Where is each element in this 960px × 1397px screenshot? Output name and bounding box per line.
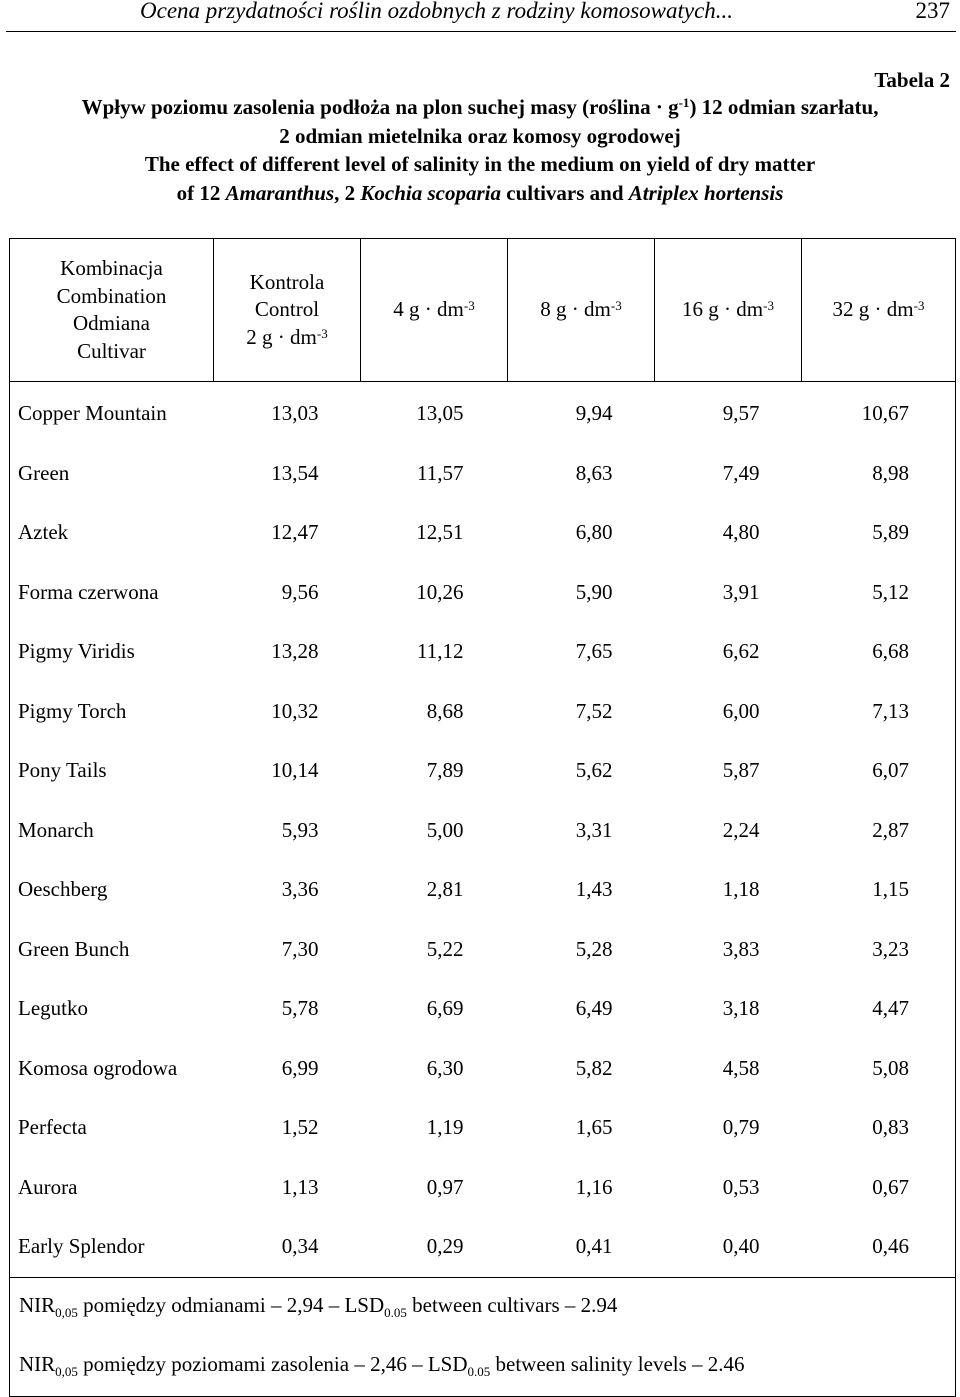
value-cell: 7,30 [281, 936, 319, 961]
value-cell: 0,34 [214, 1217, 361, 1277]
value-cell: 13,05 [416, 401, 464, 426]
value-cell: 0,41 [508, 1217, 655, 1277]
table-row [10, 682, 956, 742]
value-cell: 1,15 [802, 860, 956, 920]
value-cell: 13,28 [271, 639, 319, 664]
cultivar-cell: Green [10, 444, 214, 504]
value-cell: 7,52 [575, 698, 613, 723]
value-cell: 6,00 [722, 698, 760, 723]
running-head-title: Ocena przydatności roślin ozdobnych z rodziny komosowatych... [140, 0, 734, 23]
data-table [9, 238, 956, 1397]
page-number: 237 [915, 0, 950, 23]
value-cell: 3,31 [575, 817, 613, 842]
table-caption [0, 93, 960, 207]
value-cell: 6,07 [802, 741, 956, 801]
value-cell: 8,63 [575, 460, 613, 485]
table-row [10, 1039, 956, 1099]
table-row [10, 1158, 956, 1218]
value-cell: 10,67 [802, 382, 956, 444]
cultivar-cell: Aztek [10, 503, 214, 563]
cultivar-cell: Komosa ogrodowa [10, 1039, 214, 1099]
value-cell: 10,32 [271, 698, 319, 723]
table-row [10, 382, 956, 444]
value-cell: 7,89 [426, 758, 464, 783]
value-cell: 1,13 [281, 1174, 319, 1199]
value-cell: 5,90 [575, 579, 613, 604]
table-row [10, 1098, 956, 1158]
value-cell: 6,69 [426, 996, 464, 1021]
cultivar-cell: Forma czerwona [10, 563, 214, 623]
value-cell: 0,79 [722, 1115, 760, 1140]
value-cell: 10,14 [271, 758, 319, 783]
value-cell: 0,53 [722, 1174, 760, 1199]
header-rule [6, 31, 956, 32]
value-cell: 2,24 [722, 817, 760, 842]
cultivar-cell: Perfecta [10, 1098, 214, 1158]
value-cell: 6,30 [426, 1055, 464, 1080]
value-cell: 6,80 [575, 520, 613, 545]
value-cell: 5,12 [802, 563, 956, 623]
table-row [10, 503, 956, 563]
table-label: Tabela 2 [874, 68, 950, 92]
value-cell: 6,62 [722, 639, 760, 664]
table-row [10, 801, 956, 861]
value-cell: 5,82 [575, 1055, 613, 1080]
caption-en-line-2: of 12 Amaranthus, 2 Kochia scoparia cultivars and Atriplex hortensis [176, 180, 784, 205]
cultivar-cell: Early Splendor [10, 1217, 214, 1277]
cultivar-cell: Copper Mountain [10, 382, 214, 444]
value-cell: 11,12 [417, 639, 464, 664]
value-cell: 0,97 [426, 1174, 464, 1199]
value-cell: 9,56 [281, 579, 319, 604]
header-cultivar: Kombinacja Combination Odmiana Cultivar [10, 239, 214, 382]
table-row [10, 979, 956, 1039]
value-cell: 8,98 [802, 444, 956, 504]
table-row [10, 444, 956, 504]
value-cell: 9,94 [575, 401, 613, 426]
cultivar-cell: Pigmy Torch [10, 682, 214, 742]
value-cell: 1,52 [281, 1115, 319, 1140]
value-cell: 9,57 [722, 401, 760, 426]
header-row [10, 239, 956, 382]
value-cell: 12,51 [416, 520, 464, 545]
value-cell: 4,58 [722, 1055, 760, 1080]
value-cell: 0,67 [802, 1158, 956, 1218]
cultivar-cell: Monarch [10, 801, 214, 861]
value-cell: 0,29 [361, 1217, 508, 1277]
header-8g: 8 $g \cdot dm^{-3}$ [508, 239, 655, 382]
value-cell: 13,54 [271, 460, 319, 485]
value-cell: 6,68 [802, 622, 956, 682]
caption-pl-line-1: Wpływ poziomu zasolenia podłoża na plon suchej masy (roślina · $g^{-1}$) 12 odmian szarłatu, [81, 95, 879, 119]
table-row [10, 741, 956, 801]
cultivar-cell: Pony Tails [10, 741, 214, 801]
value-cell: 3,36 [281, 877, 319, 902]
value-cell: 2,81 [426, 877, 464, 902]
value-cell: 5,78 [281, 996, 319, 1021]
value-cell: 3,23 [802, 920, 956, 980]
header-4g: 4 $g \cdot dm^{-3}$ [361, 239, 508, 382]
value-cell: 1,18 [722, 877, 760, 902]
header-control: Kontrola Control 2 $g \cdot dm^{-3}$ [214, 239, 361, 382]
value-cell: 5,62 [575, 758, 613, 783]
value-cell: 0,46 [802, 1217, 956, 1277]
table-row [10, 563, 956, 623]
cultivar-cell: Pigmy Viridis [10, 622, 214, 682]
value-cell: 5,08 [802, 1039, 956, 1099]
value-cell: 5,89 [802, 503, 956, 563]
caption-en-line-1: The effect of different level of salinity in the medium on yield of dry matter [144, 152, 816, 176]
table-row [10, 1217, 956, 1277]
value-cell: 12,47 [271, 520, 319, 545]
lsd-row-salinity: $NIR_{0,05}$ pomiędzy poziomami zasolenia – $2,46 - LSD_{0.05}$ between salinity levels – 2.46 [10, 1337, 956, 1397]
value-cell: 10,26 [416, 579, 464, 604]
header-32g: 32 $g \cdot dm^{-3}$ [802, 239, 956, 382]
running-head [0, 0, 960, 32]
lsd-row-cultivars: $NIR_{0,05}$ pomiędzy odmianami – $2,94 - LSD_{0.05}$ between cultivars – 2.94 [10, 1277, 956, 1337]
cultivar-cell: Green Bunch [10, 920, 214, 980]
value-cell: 3,83 [722, 936, 760, 961]
value-cell: 3,91 [722, 579, 760, 604]
value-cell: 0,83 [802, 1098, 956, 1158]
table-row [10, 622, 956, 682]
table-row [10, 860, 956, 920]
cultivar-cell: Legutko [10, 979, 214, 1039]
value-cell: 5,28 [575, 936, 613, 961]
cultivar-cell: Oeschberg [10, 860, 214, 920]
value-cell: 1,43 [575, 877, 613, 902]
value-cell: 7,13 [802, 682, 956, 742]
value-cell: 4,47 [802, 979, 956, 1039]
value-cell: 1,65 [575, 1115, 613, 1140]
value-cell: 7,49 [722, 460, 760, 485]
value-cell: 0,40 [655, 1217, 802, 1277]
table-body [10, 382, 956, 1278]
value-cell: 2,87 [802, 801, 956, 861]
caption-pl-line-2: 2 odmian mietelnika oraz komosy ogrodowej [279, 123, 681, 148]
value-cell: 6,49 [575, 996, 613, 1021]
value-cell: 5,00 [426, 817, 464, 842]
cultivar-cell: Aurora [10, 1158, 214, 1218]
value-cell: 3,18 [722, 996, 760, 1021]
value-cell: 7,65 [575, 639, 613, 664]
value-cell: 5,22 [426, 936, 464, 961]
value-cell: 1,16 [575, 1174, 613, 1199]
header-16g: 16 $g \cdot dm^{-3}$ [655, 239, 802, 382]
value-cell: 5,87 [722, 758, 760, 783]
value-cell: 11,57 [417, 460, 464, 485]
value-cell: 13,03 [271, 401, 319, 426]
value-cell: 5,93 [281, 817, 319, 842]
value-cell: 6,99 [281, 1055, 319, 1080]
value-cell: 4,80 [722, 520, 760, 545]
value-cell: 8,68 [426, 698, 464, 723]
table-row [10, 920, 956, 980]
value-cell: 1,19 [426, 1115, 464, 1140]
